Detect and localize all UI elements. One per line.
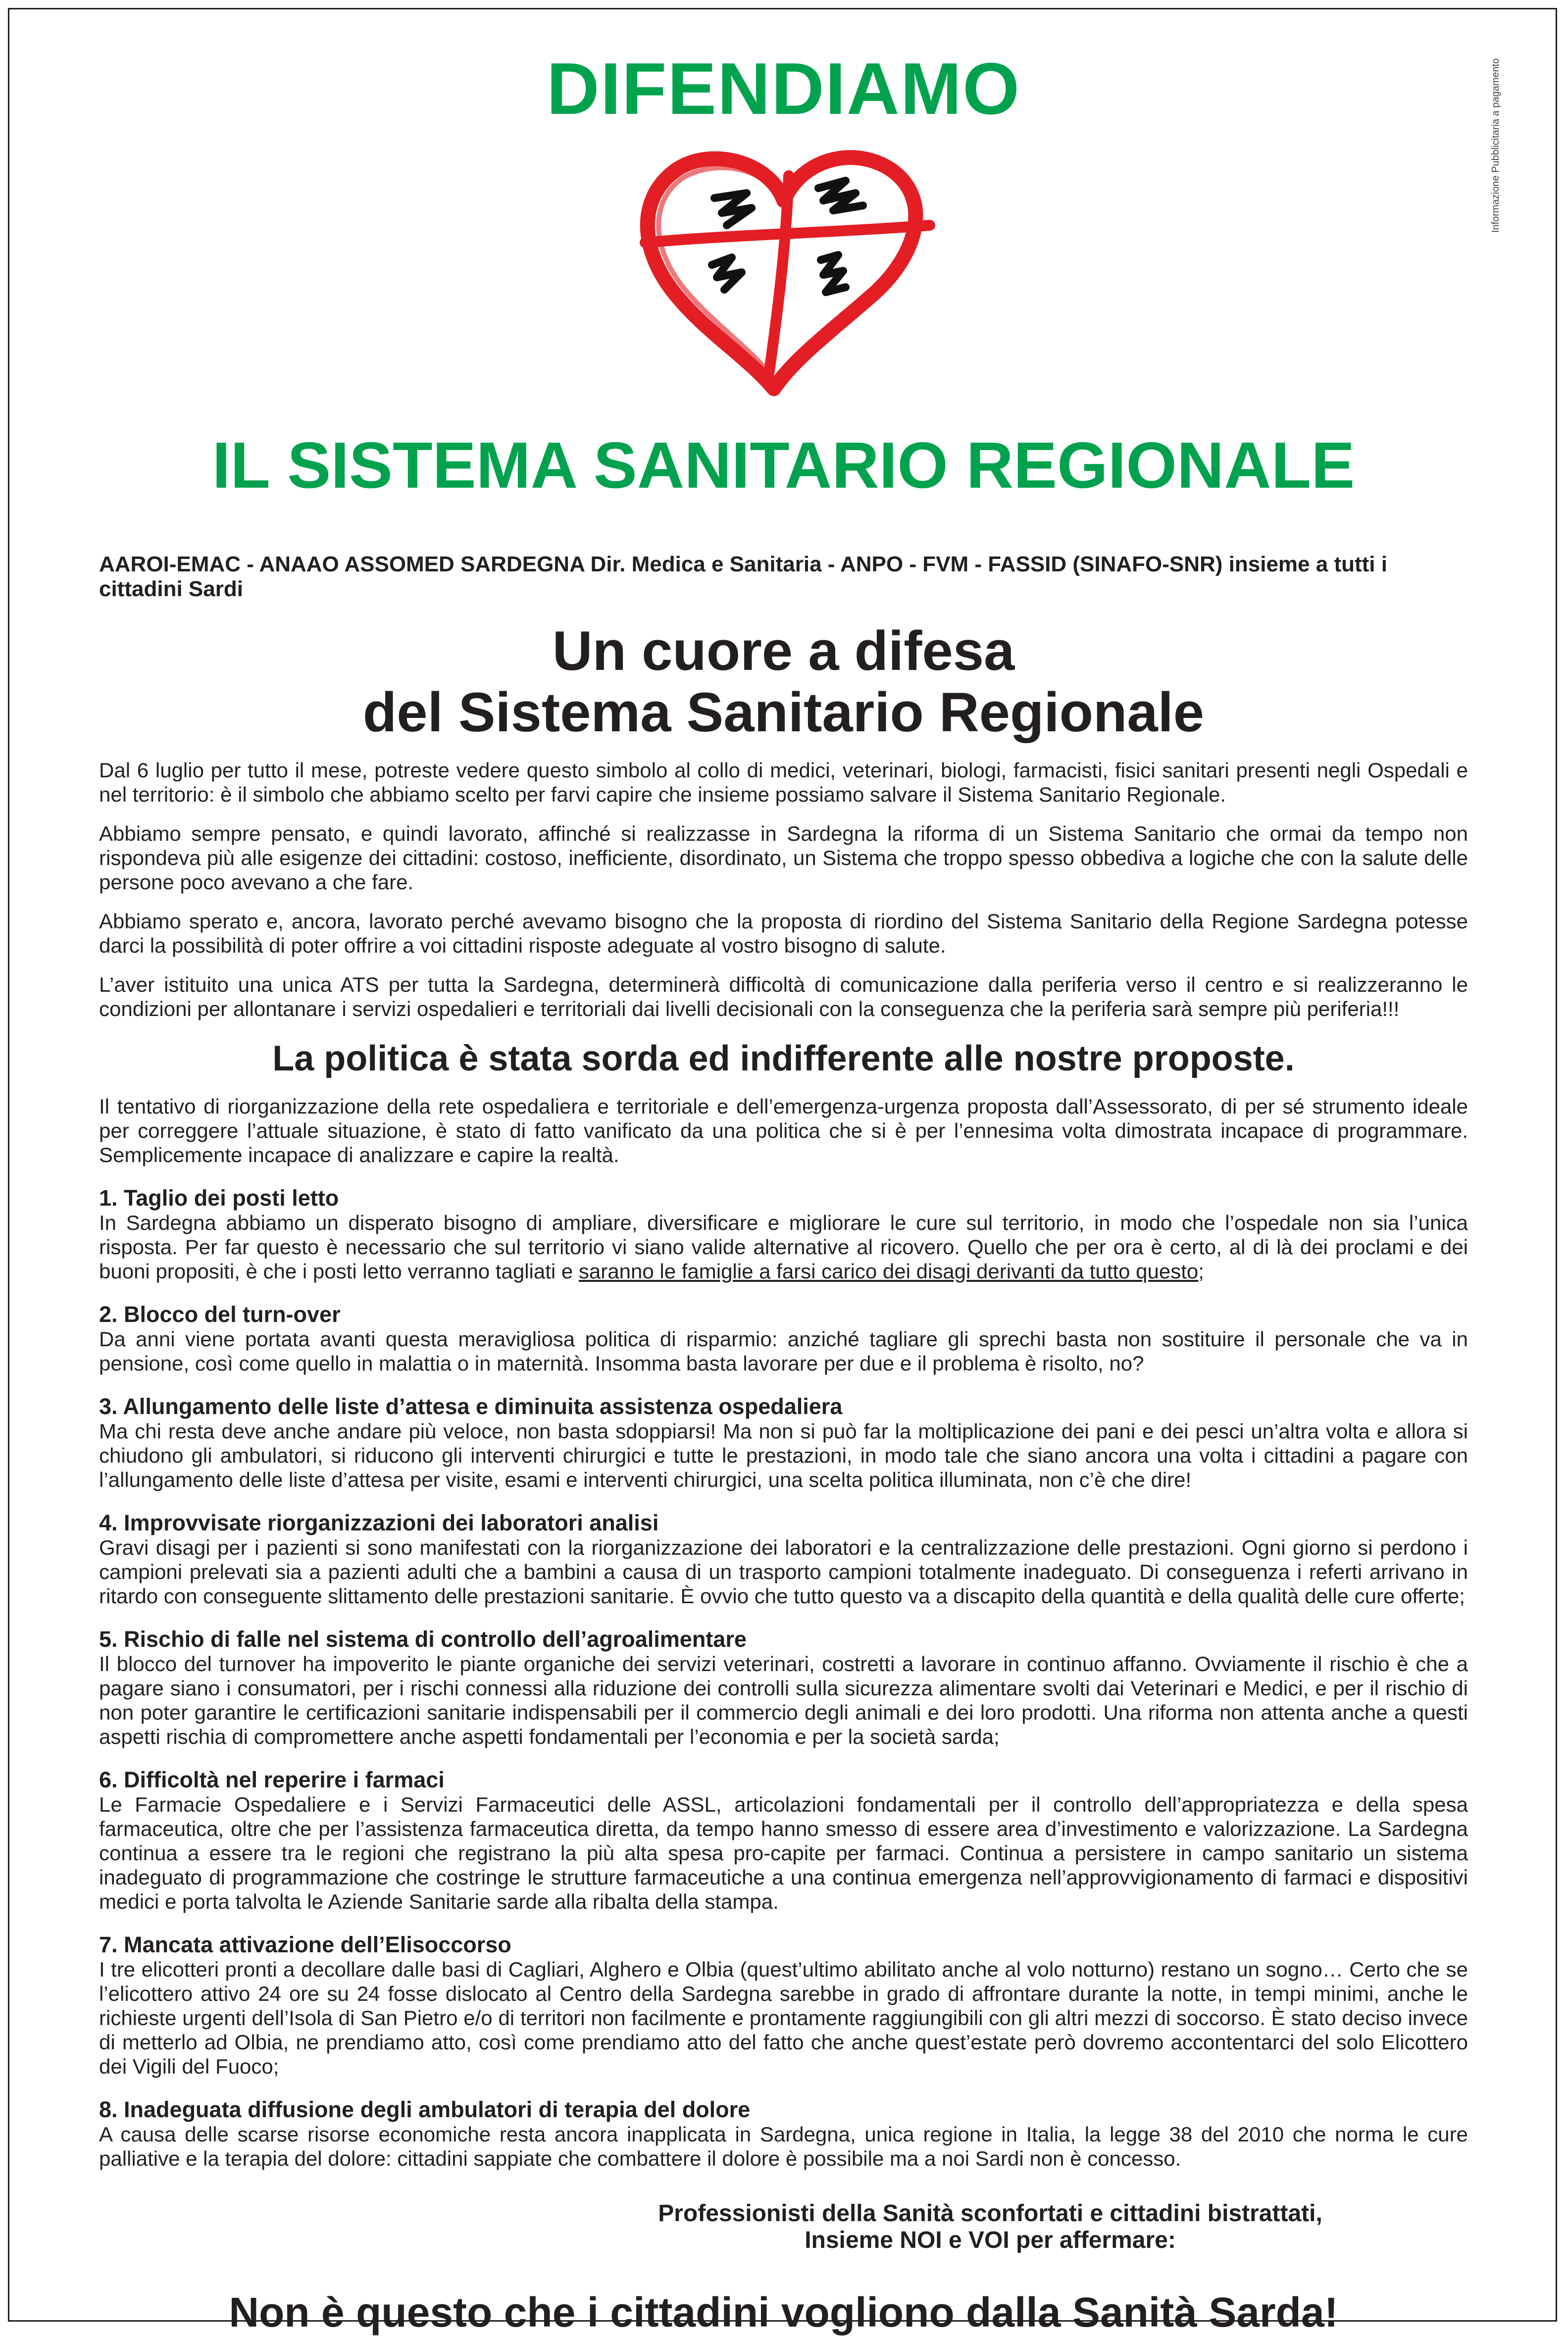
side-note: Informazione Pubblicitaria a pagamento — [1490, 58, 1501, 233]
heart-logo-icon — [625, 141, 942, 399]
issue-title: 8. Inadeguata diffusione degli ambulatori di terapia del dolore — [99, 2097, 751, 2122]
issue-title: 4. Improvvisate riorganizzazioni dei laboratori analisi — [99, 1510, 659, 1535]
issue-text: A causa delle scarse risorse economiche resta ancora inapplicata in Sardegna, unica regione in Italia, la legge 38 del 2010 che norma le cure palliative e la terapia del dolore: cittadini sappiate che combattere il dolore è possibile ma a noi Sardi non è concesso. — [99, 2123, 1468, 2170]
issue-title: 3. Allungamento delle liste d’attesa e diminuita assistenza ospedaliera — [99, 1394, 843, 1419]
issue-text — [99, 1211, 1468, 1283]
headline — [99, 620, 1468, 743]
intro-paragraph: Dal 6 luglio per tutto il mese, potreste vedere questo simbolo al collo di medici, veterinari, biologi, farmacisti, fisici sanitari presenti negli Ospedali e nel territorio: è il simbolo che abbiamo scelto per farvi capire che insieme possiamo salvare il Sistema Sanitario Regionale. — [99, 759, 1468, 806]
headline-line-2: del Sistema Sanitario Regionale — [362, 681, 1205, 743]
main-title: DIFENDIAMO — [546, 48, 1021, 130]
heart-mark-3 — [712, 257, 742, 290]
issue-text: Le Farmacie Ospedaliere e i Servizi Farmaceutici delle ASSL, articolazioni fondamentali per il controllo dell’appropriatezza e della spesa farmaceutica, oltre che per l’assistenza farmaceutica diretta, da tempo hanno smesso di essere area d’investimento e valorizzazione. La Sardegna continua a essere tra le regioni che registrano la più alta spesa pro-capite per farmaci. Continua a persistere in campo sanitario un sistema inadeguato di programmazione che costringe le strutture farmaceutiche a una continua emergenza nell’approvvigionamento di farmaci e dispositivi medici e porta talvolta le Aziende Sanitarie sarde alla ribalta della stampa. — [99, 1793, 1468, 1913]
issue-title: 5. Rischio di falle nel sistema di controllo dell’agroalimentare — [99, 1626, 747, 1652]
issue-text-underlined: saranno le famiglie a farsi carico dei disagi derivanti da tutto questo — [578, 1260, 1199, 1283]
heart-mark-2 — [818, 181, 863, 210]
issue-title: 1. Taglio dei posti letto — [99, 1185, 339, 1211]
issue-item — [99, 1627, 1468, 1749]
heart-mark-1 — [714, 193, 752, 225]
issue-title: 7. Mancata attivazione dell’Elisoccorso — [99, 1932, 511, 1957]
politica-paragraph: Il tentativo di riorganizzazione della rete ospedaliera e territoriale e dell’emergenza-urgenza proposta dall’Assessorato, di per sé strumento ideale per correggere l’attuale situazione, è stato di fatto vanificato da una politica che si è per l’ennesima volta dimostrata incapace di programmare. Semplicemente incapace di analizzare e capire la realtà. — [99, 1095, 1468, 1167]
document-content — [99, 47, 1468, 2336]
issue-text-main: In Sardegna abbiamo un disperato bisogno di ampliare, diversificare e migliorare le cure sul territorio, in modo che l’ospedale non sia l’unica risposta. Per far questo è necessario che sul territorio vi siano valide alternative al ricovero. Quello che per ora è certo, al di là dei proclami e dei buoni propositi, è che i posti letto verranno tagliati e — [99, 1211, 1468, 1283]
intro-paragraph: Abbiamo sempre pensato, e quindi lavorato, affinché si realizzasse in Sardegna la riforma di un Sistema Sanitario che ormai da tempo non rispondeva più alle esigenze dei cittadini: costoso, inefficiente, disordinato, un Sistema che troppo spesso obbediva a logiche che con la salute delle persone poco avevano a che fare. — [99, 822, 1468, 894]
issue-item — [99, 1394, 1468, 1492]
headline-line-1: Un cuore a difesa — [552, 620, 1015, 682]
issue-text: Ma chi resta deve anche andare più veloce, non basta sdoppiarsi! Ma non si può far la moltiplicazione dei pani e dei pesci un’altra volta e allora si chiudono gli ambulatori, si riducono gli interventi chirurgici e tutte le prestazioni, in modo tale che siano ancora una volta i cittadini a pagare con l’allungamento delle liste d’attesa per visite, esami e interventi chirurgici, una scelta politica illuminata, non c’è che dire! — [99, 1420, 1468, 1491]
issue-item — [99, 1511, 1468, 1608]
issue-text: Gravi disagi per i pazienti si sono manifestati con la riorganizzazione dei laboratori e la centralizzazione delle prestazioni. Ogni giorno si perdono i campioni prelevati sia a pazienti adulti che a bambini a causa di un trasporto campioni totalmente inadeguato. Di conseguenza i referti arrivano in ritardo con conseguente slittamento delle prestazioni sanitarie. È ovvio che tutto questo va a discapito della quantità e della qualità delle cure offerte; — [99, 1536, 1468, 1608]
issue-item — [99, 1932, 1468, 2079]
organizations-line: AAROI-EMAC - ANAAO ASSOMED SARDEGNA Dir. Medica e Sanitaria - ANPO - FVM - FASSID (SINAFO-SNR) insieme a tutti i cittadini Sardi — [99, 552, 1387, 601]
issue-item — [99, 1186, 1468, 1283]
issue-item — [99, 1302, 1468, 1375]
subtitle: IL SISTEMA SANITARIO REGIONALE — [212, 429, 1355, 502]
politica-heading: La politica è stata sorda ed indifferente alle nostre proposte. — [272, 1039, 1295, 1078]
issue-title: 2. Blocco del turn-over — [99, 1302, 341, 1327]
final-statement: Non è questo che i cittadini vogliono dalla Sanità Sarda! — [229, 2289, 1338, 2336]
issues-list — [99, 1186, 1468, 2171]
closing-line-2: Insieme NOI e VOI per affermare: — [805, 2227, 1176, 2253]
issue-text: I tre elicotteri pronti a decollare dalle basi di Cagliari, Alghero e Olbia (quest’ultimo abilitato anche al volo notturno) restano un sogno… Certo che se l’elicottero attivo 24 ore su 24 fosse dislocato al Centro della Sardegna sarebbe in grado di affrontare durante la notte, in tempi minimi, anche le richieste urgenti dell’Isola di San Pietro e/o di territori non facilmente e prontamente raggiungibili con gli altri mezzi di soccorso. È stato deciso invece di metterlo ad Olbia, ne prendiamo atto, così come prendiamo atto del fatto che anche quest’estate però dovremo accontentarci del solo Elicottero dei Vigili del Fuoco; — [99, 1958, 1468, 2078]
issue-text: Da anni viene portata avanti questa meravigliosa politica di risparmio: anziché tagliare gli sprechi basta non sostituire il personale che va in pensione, così come quello in malattia o in maternità. Insomma basta lavorare per due e il problema è risolto, no? — [99, 1327, 1468, 1375]
issue-title: 6. Difficoltà nel reperire i farmaci — [99, 1767, 445, 1792]
heart-logo — [625, 141, 942, 399]
issue-text-tail: ; — [1198, 1260, 1204, 1283]
issue-item — [99, 1768, 1468, 1914]
intro-section — [99, 758, 1468, 1021]
issue-item — [99, 2097, 1468, 2171]
intro-paragraph: L’aver istituito una unica ATS per tutta la Sardegna, determinerà difficoltà di comunicazione dalla periferia verso il centro e si realizzeranno le condizioni per allontanare i servizi ospedalieri e territoriali dai livelli decisionali con la conseguenza che la periferia sarà sempre più periferia!!! — [99, 973, 1468, 1020]
intro-paragraph: Abbiamo sperato e, ancora, lavorato perché avevamo bisogno che la proposta di riordino del Sistema Sanitario della Regione Sardegna potesse darci la possibilità di poter offrire a voi cittadini risposte adeguate al vostro bisogno di salute. — [99, 910, 1468, 957]
heart-mark-4 — [821, 255, 846, 292]
closing-statement — [594, 2200, 1386, 2254]
closing-line-1: Professionisti della Sanità sconfortati e cittadini bistrattati, — [658, 2200, 1322, 2227]
issue-text: Il blocco del turnover ha impoverito le piante organiche dei servizi veterinari, costretti a lavorare in continuo affanno. Ovviamente il rischio è che a pagare siano i consumatori, per i rischi connessi alla riduzione dei controlli sulla sicurezza alimentare svolti dai Veterinari e Medici, e per il rischio di non poter garantire le certificazioni sanitarie indispensabili per il commercio degli animali e dei loro prodotti. Una riforma non attenta anche a questi aspetti rischia di compromettere anche aspetti fondamentali per l’economia e per la società sarda; — [99, 1652, 1468, 1748]
